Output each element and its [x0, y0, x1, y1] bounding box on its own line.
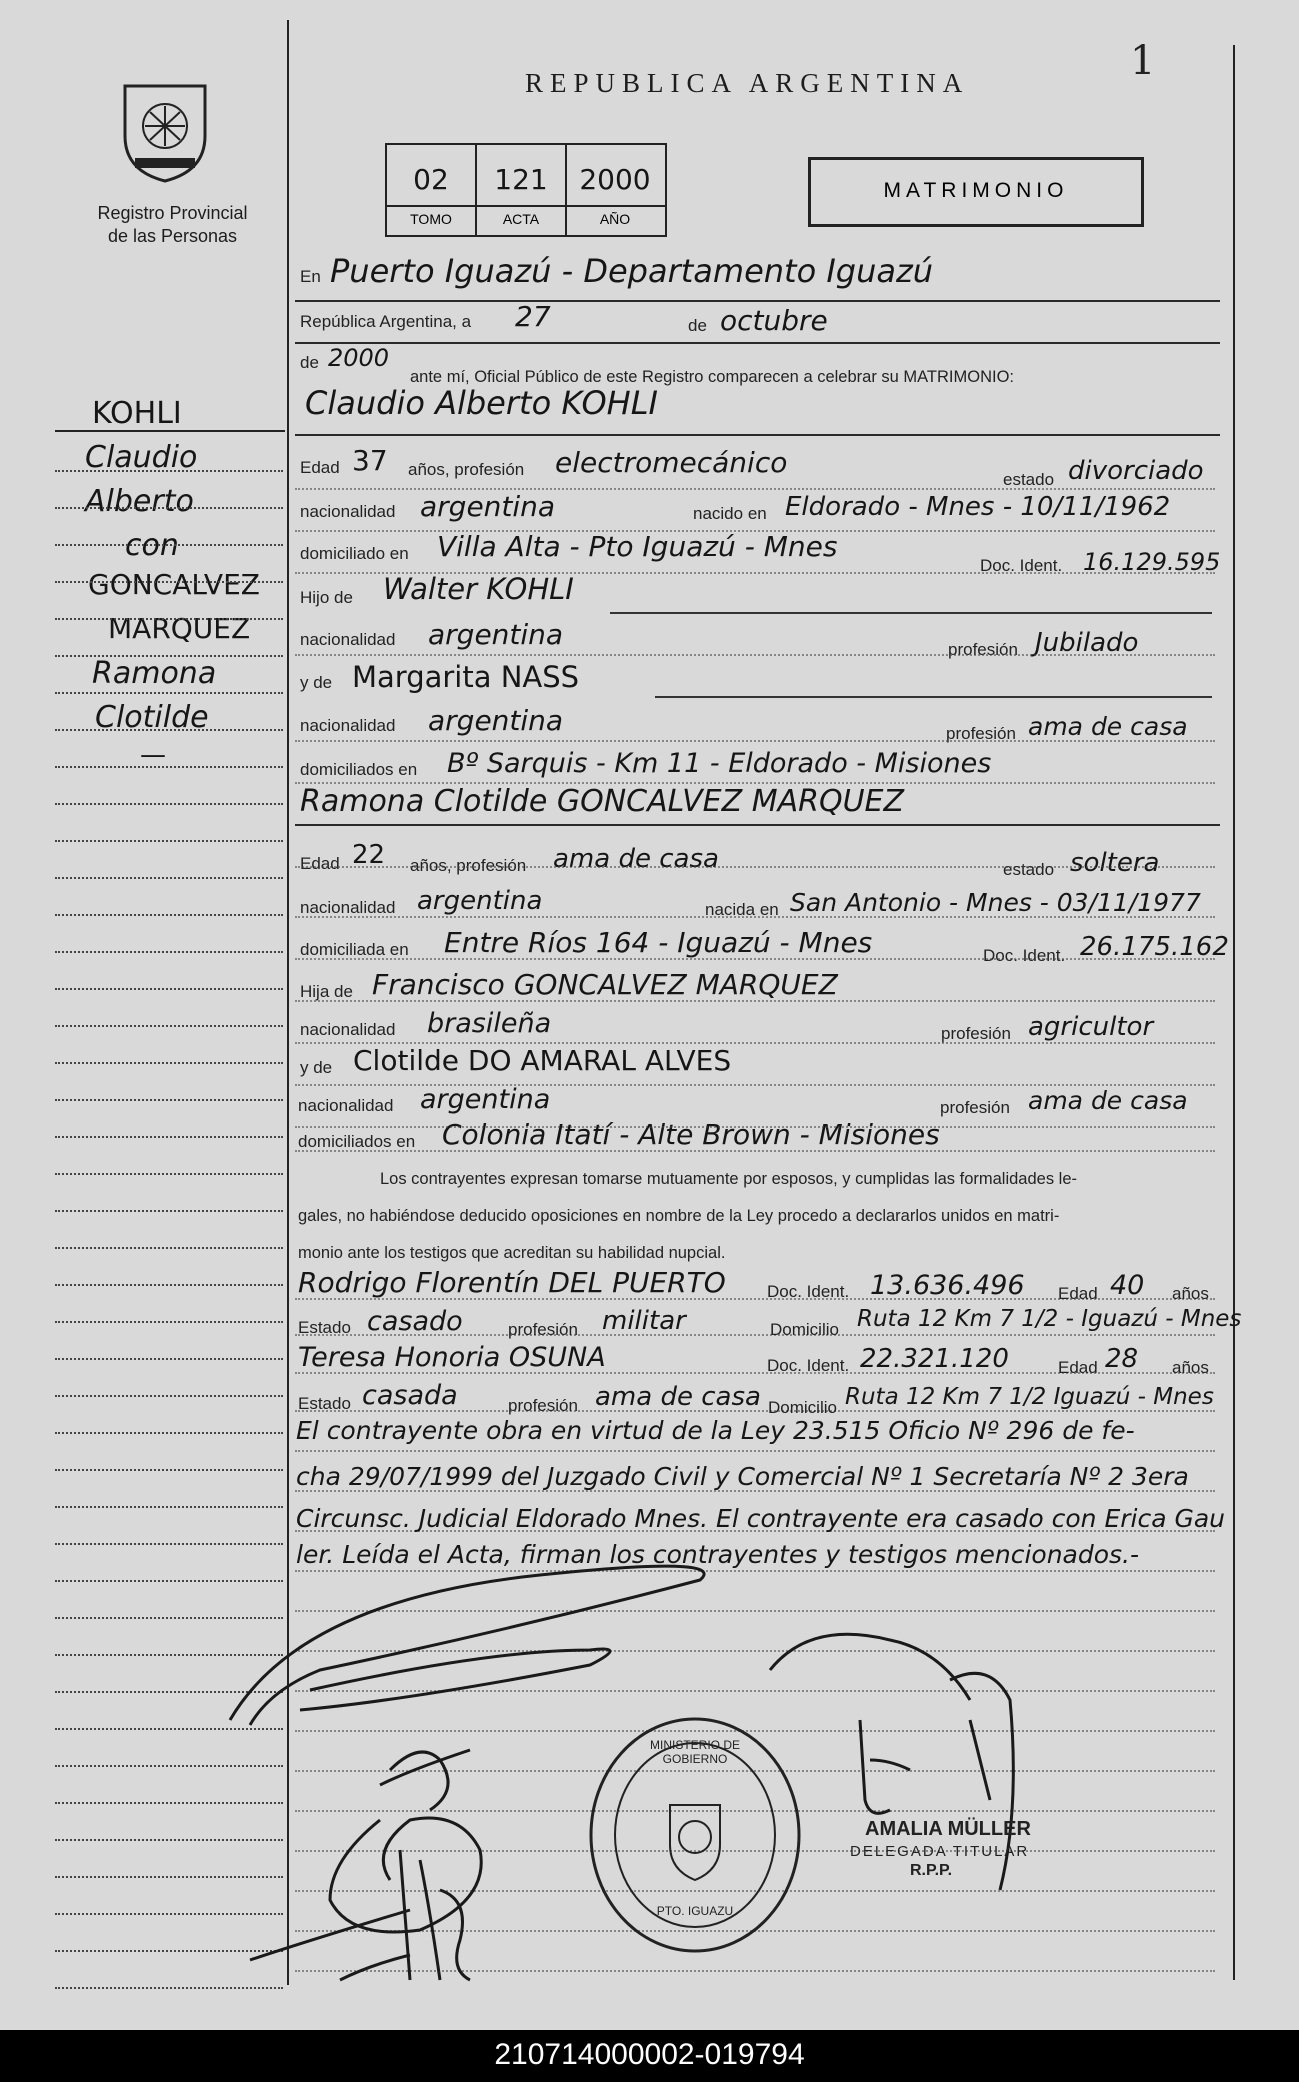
anio-value: 2000 — [579, 163, 651, 196]
margin-guide-line — [55, 692, 283, 694]
margin-guide-line — [55, 1247, 283, 1249]
witness1-prof-label: profesión — [508, 1320, 578, 1339]
bride-birth: San Antonio - Mnes - 03/11/1977 — [790, 888, 1201, 917]
declaration-line1: Los contrayentes expresan tomarse mutuamente por esposos, y cumplidas las formalidades le- — [380, 1170, 1078, 1188]
official-name: AMALIA MÜLLER — [865, 1818, 1031, 1840]
groom-mother-nac-label: nacionalidad — [300, 716, 396, 735]
bride-dom-label: domiciliada en — [300, 940, 409, 959]
intro-de2-label: de — [300, 353, 319, 372]
field-rule — [295, 1150, 1215, 1152]
witness2-profession: ama de casa — [595, 1382, 761, 1412]
witness1-edad-label: Edad — [1058, 1284, 1098, 1303]
witness1-name: Rodrigo Florentín DEL PUERTO — [298, 1266, 726, 1299]
witness1-civil-status: casado — [367, 1306, 463, 1337]
margin-guide-line — [55, 655, 283, 657]
margin-name: Alberto — [85, 484, 194, 519]
margin-guide-line — [55, 1506, 283, 1508]
official-title: DELEGADA TITULAR — [850, 1843, 1030, 1860]
field-rule — [295, 654, 1215, 656]
groom-edad-label: Edad — [300, 458, 340, 477]
declaration-line3: monio ante los testigos que acreditan su habilidad nupcial. — [298, 1244, 726, 1262]
groom-hijo-label: Hijo de — [300, 588, 353, 607]
province-seal-icon — [115, 76, 215, 186]
bride-anos-profesion-label: años, profesión — [410, 856, 527, 875]
bride-nacida-label: nacida en — [705, 900, 779, 919]
margin-guide-line — [55, 766, 283, 768]
margin-name: — — [140, 740, 166, 770]
margin-guide-line — [55, 581, 283, 583]
country-title: REPUBLICA ARGENTINA — [525, 68, 970, 98]
margin-guide-line — [55, 877, 283, 879]
witness1-address: Ruta 12 Km 7 1/2 - Iguazú - Mnes — [857, 1306, 1242, 1332]
witness1-dom-label: Domicilio — [770, 1320, 839, 1339]
notes-line: ler. Leída el Acta, firman los contrayentes y testigos mencionados.- — [296, 1540, 1140, 1569]
margin-guide-line — [55, 1136, 283, 1138]
witness1-doc-label: Doc. Ident. — [767, 1282, 850, 1301]
groom-mother-profession: ama de casa — [1028, 712, 1188, 741]
notes-line: cha 29/07/1999 del Juzgado Civil y Comercial Nº 1 Secretaría Nº 2 3era — [296, 1462, 1189, 1491]
witness2-doc: 22.321.120 — [860, 1344, 1009, 1374]
field-rule — [295, 958, 1215, 960]
stamp-inner-text: MINISTERIO DE GOBIERNO — [649, 1738, 740, 1766]
marriage-day: 27 — [515, 300, 551, 333]
bride-parents-address: Colonia Itatí - Alte Brown - Misiones — [442, 1118, 940, 1151]
field-rule — [295, 1450, 1215, 1452]
groom-dom-label: domiciliado en — [300, 544, 409, 563]
marriage-year: 2000 — [328, 344, 390, 372]
intro-en-label: En — [300, 267, 321, 286]
field-rule — [295, 866, 1215, 868]
bride-father-profession: agricultor — [1028, 1012, 1154, 1042]
margin-guide-line — [55, 1358, 283, 1360]
margin-guide-line — [55, 1395, 283, 1397]
footer-document-code: 210714000002-019794 — [494, 2038, 805, 2071]
document-type: MATRIMONIO — [883, 179, 1069, 202]
field-rule — [295, 488, 1215, 490]
right-border — [1233, 45, 1235, 1980]
bride-mother: Clotilde DO AMARAL ALVES — [353, 1044, 732, 1077]
groom-doc-label: Doc. Ident. — [980, 556, 1063, 575]
intro-appearance-text: ante mí, Oficial Público de este Registro comparecen a celebrar su MATRIMONIO: — [410, 368, 1015, 386]
intro-republica-label: República Argentina, a — [300, 312, 472, 331]
witness2-anos-label: años — [1172, 1358, 1209, 1377]
groom-estado-label: estado — [1003, 470, 1055, 489]
field-rule — [295, 1126, 1215, 1128]
witness1-anos-label: años — [1172, 1284, 1209, 1303]
witness1-estado-label: Estado — [298, 1318, 351, 1337]
groom-nationality: argentina — [420, 490, 556, 523]
bride-nac-label: nacionalidad — [300, 898, 396, 917]
groom-address: Villa Alta - Pto Iguazú - Mnes — [437, 530, 838, 563]
groom-doc: 16.129.595 — [1083, 548, 1221, 576]
groom-mother-prof-label: profesión — [946, 724, 1016, 743]
acta-label: ACTA — [502, 211, 540, 227]
notes-line: El contrayente obra en virtud de la Ley 23.515 Oficio Nº 296 de fe- — [296, 1416, 1135, 1445]
margin-guide-line — [55, 1173, 283, 1175]
footer-bar — [0, 2030, 1299, 2082]
margin-name: MARQUEZ — [108, 612, 251, 645]
stamp-bottom-text: PTO. IGUAZU — [656, 1904, 734, 1918]
margin-name: GONCALVEZ — [88, 568, 260, 601]
margin-guide-line — [55, 1099, 283, 1101]
acta-value: 121 — [494, 163, 548, 196]
registry-name-line1: Registro Provincial — [97, 203, 248, 223]
groom-birth: Eldorado - Mnes - 10/11/1962 — [785, 492, 1171, 522]
groom-father-profession: Jubilado — [1035, 628, 1139, 658]
witness-signature — [250, 1850, 470, 1980]
witness2-doc-label: Doc. Ident. — [767, 1356, 850, 1375]
margin-guide-line — [55, 840, 283, 842]
groom-mother: Margarita NASS — [352, 660, 580, 694]
bride-mother-profession: ama de casa — [1028, 1086, 1188, 1115]
witness2-prof-label: profesión — [508, 1396, 578, 1415]
margin-guide-line — [55, 1210, 283, 1212]
groom-profession: electromecánico — [555, 446, 788, 479]
bride-mother-prof-label: profesión — [940, 1098, 1010, 1117]
witness1-profession: militar — [602, 1306, 686, 1336]
bride-doc-label: Doc. Ident. — [983, 946, 1066, 965]
field-rule — [295, 740, 1215, 742]
margin-guide-line — [55, 1321, 283, 1323]
margin-guide-line — [55, 1543, 283, 1545]
witness2-dom-label: Domicilio — [768, 1398, 837, 1417]
bride-mother-nac-label: nacionalidad — [298, 1096, 394, 1115]
intro-de-label: de — [688, 316, 707, 335]
groom-name: Claudio Alberto KOHLI — [305, 384, 658, 422]
witness2-name: Teresa Honoria OSUNA — [298, 1342, 606, 1373]
groom-anos-profesion-label: años, profesión — [408, 460, 525, 479]
bride-name: Ramona Clotilde GONCALVEZ MARQUEZ — [300, 784, 905, 819]
bride-father: Francisco GONCALVEZ MARQUEZ — [372, 968, 838, 1001]
document-type-box — [808, 157, 1144, 227]
field-rule — [295, 530, 1215, 532]
groom-yde-label: y de — [300, 673, 333, 692]
witness1-doc: 13.636.496 — [870, 1270, 1025, 1301]
margin-name: KOHLI — [92, 396, 182, 431]
witness1-age: 40 — [1110, 1270, 1145, 1301]
witness2-address: Ruta 12 Km 7 1/2 Iguazú - Mnes — [845, 1384, 1214, 1410]
tomo-value: 02 — [413, 163, 449, 196]
witness2-edad-label: Edad — [1058, 1358, 1098, 1377]
margin-name: Ramona — [92, 656, 217, 691]
bride-parents-dom-label: domiciliados en — [298, 1132, 416, 1151]
bride-nationality: argentina — [417, 886, 543, 916]
page-number: 1 — [1130, 38, 1156, 84]
margin-guide-line — [55, 729, 283, 731]
margin-guide-line — [55, 951, 283, 953]
groom-mother-nationality: argentina — [428, 704, 564, 737]
field-rule — [295, 1042, 1215, 1044]
bride-hija-label: Hija de — [300, 982, 353, 1001]
record-number-box — [385, 143, 667, 237]
bride-age: 22 — [352, 840, 386, 870]
official-office: R.P.P. — [910, 1862, 953, 1879]
margin-guide-line — [55, 618, 283, 620]
groom-father-prof-label: profesión — [948, 640, 1018, 659]
bride-father-nac-label: nacionalidad — [300, 1020, 396, 1039]
field-rule — [295, 572, 1215, 574]
bride-profession: ama de casa — [553, 844, 719, 874]
margin-guide-line — [55, 803, 283, 805]
bride-estado-label: estado — [1003, 860, 1055, 879]
margin-guide-line — [55, 914, 283, 916]
witness2-estado-label: Estado — [298, 1394, 351, 1413]
field-rule — [295, 916, 1215, 918]
bride-address: Entre Ríos 164 - Iguazú - Mnes — [444, 926, 873, 959]
groom-nac-label: nacionalidad — [300, 502, 396, 521]
tomo-label: TOMO — [410, 211, 452, 227]
bride-father-nationality: brasileña — [427, 1008, 552, 1039]
margin-guide-line — [55, 507, 283, 509]
bride-edad-label: Edad — [300, 854, 340, 873]
margin-guide-line — [55, 1062, 283, 1064]
groom-nacido-label: nacido en — [693, 504, 767, 523]
bride-doc: 26.175.162 — [1080, 932, 1229, 962]
margin-guide-line — [55, 988, 283, 990]
bride-mother-nationality: argentina — [420, 1084, 551, 1115]
marriage-place: Puerto Iguazú - Departamento Iguazú — [330, 252, 934, 290]
bride-yde-label: y de — [300, 1058, 333, 1077]
groom-civil-status: divorciado — [1068, 456, 1204, 486]
groom-father-nationality: argentina — [428, 618, 564, 651]
margin-guide-line — [55, 1284, 283, 1286]
margin-guide-line — [55, 1432, 283, 1434]
groom-father: Walter KOHLI — [383, 572, 574, 606]
groom-father-nac-label: nacionalidad — [300, 630, 396, 649]
notes-line: Circunsc. Judicial Eldorado Mnes. El contrayente era casado con Erica Gau — [296, 1504, 1226, 1533]
field-rule — [295, 1000, 1215, 1002]
margin-guide-line — [55, 1469, 283, 1471]
margin-guide-line — [55, 544, 283, 546]
margin-name: Claudio — [85, 440, 198, 475]
groom-parents-dom-label: domiciliados en — [300, 760, 418, 779]
marriage-month: octubre — [720, 304, 828, 337]
bride-father-prof-label: profesión — [941, 1024, 1011, 1043]
declaration-line2: gales, no habiéndose deducido oposiciones en nombre de la Ley procedo a declararlos unidos en matri- — [298, 1207, 1060, 1225]
groom-signature — [230, 1566, 704, 1725]
margin-guide-line — [55, 1025, 283, 1027]
witness2-age: 28 — [1105, 1344, 1139, 1374]
field-rule — [295, 782, 1215, 784]
groom-age: 37 — [352, 444, 388, 477]
witness2-civil-status: casada — [362, 1380, 458, 1411]
margin-guide-line — [55, 470, 283, 472]
field-rule — [295, 1084, 1215, 1086]
anio-label: AÑO — [599, 211, 631, 227]
margin-name: con — [125, 528, 179, 563]
margin-name: Clotilde — [95, 700, 209, 735]
bride-civil-status: soltera — [1070, 848, 1160, 878]
groom-parents-address: Bº Sarquis - Km 11 - Eldorado - Misiones — [447, 748, 992, 779]
registry-name-line2: de las Personas — [107, 226, 238, 246]
